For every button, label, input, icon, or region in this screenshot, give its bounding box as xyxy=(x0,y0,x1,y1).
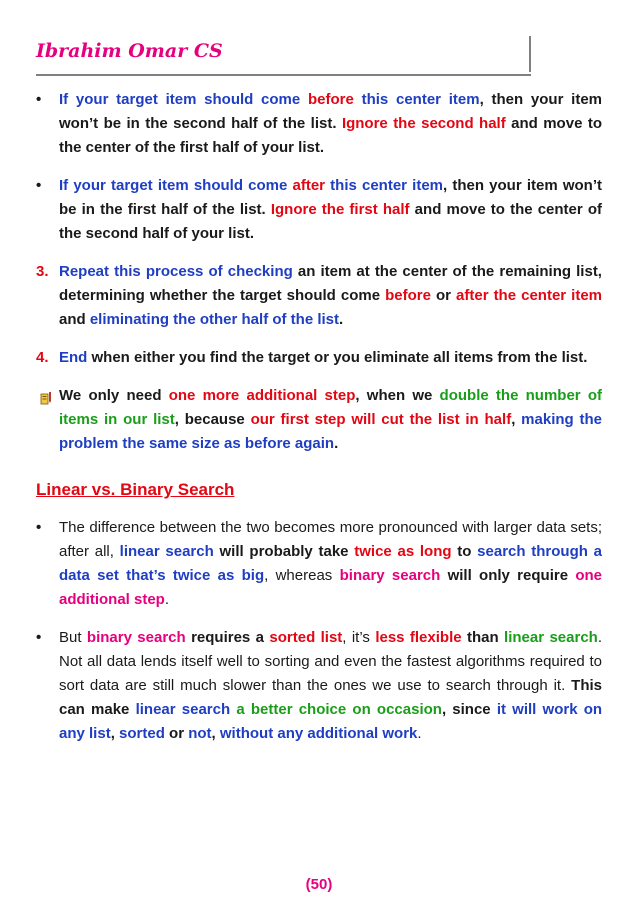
text-run: or xyxy=(164,725,189,742)
list-item xyxy=(36,626,602,746)
text-run: it will work on any list xyxy=(59,701,603,742)
text-run: this center item xyxy=(353,91,480,108)
text-run: a better choice on occasion xyxy=(236,701,442,718)
header-title: Ibrahim Omar CS xyxy=(36,40,223,62)
page-header xyxy=(36,36,531,76)
text-run: eliminating the other half of the list xyxy=(89,311,340,328)
text-run: without any additional work xyxy=(219,725,418,742)
text-run: This can make xyxy=(59,677,602,718)
text-run: . xyxy=(339,311,344,328)
text-run: when either you find the target or you eliminate all items from the list. xyxy=(87,349,588,366)
text-run: search through a data set that’s twice as big xyxy=(59,543,602,584)
text-run: , xyxy=(110,725,120,742)
steps-list xyxy=(36,88,602,456)
text-run: . Not all data lends itself well to sorting and even the fastest algorithms required to sort data are still much slower than the ones we use to search through it. xyxy=(59,629,602,694)
text-run: or xyxy=(430,287,457,304)
text-run: . xyxy=(417,725,422,742)
text-run: an item at the center of the remaining list, determining whether the target should come xyxy=(59,263,602,304)
text-run: The difference between the two becomes more pronounced with larger data sets; after all, xyxy=(59,519,602,560)
text-run: sorted list xyxy=(269,629,343,646)
text-run: End xyxy=(59,349,88,366)
text-run: sorted xyxy=(119,725,165,742)
text-run: and xyxy=(59,311,90,328)
text-run: , xyxy=(211,725,220,742)
section-heading: Linear vs. Binary Search xyxy=(36,480,235,499)
text-run: , xyxy=(511,411,522,428)
text-run: , because xyxy=(174,411,251,428)
bullet-marker: • xyxy=(36,91,42,108)
text-run: binary search xyxy=(86,629,186,646)
text-run: , then your item won’t be in the first half of the list. xyxy=(59,177,602,218)
text-run: Ignore the first half xyxy=(270,201,410,218)
bullet-marker: • xyxy=(36,177,42,194)
text-run: than xyxy=(461,629,505,646)
text-run: double the number of items in our list xyxy=(59,387,603,428)
list-item xyxy=(36,346,602,370)
text-run: , when we xyxy=(355,387,440,404)
text-run: after xyxy=(292,177,325,194)
text-run: If your target item should come xyxy=(59,177,293,194)
text-run: . xyxy=(164,591,170,608)
number-marker: 4. xyxy=(36,349,49,366)
text-run: and move to the center of the second half of your list. xyxy=(59,201,602,242)
text-run: after the center item xyxy=(456,287,602,304)
text-run: and move to the center of the first half of your list. xyxy=(59,115,602,156)
text-run: one more additional step xyxy=(168,387,356,404)
text-run: binary search xyxy=(339,567,441,584)
text-run: making the problem the same size as before again xyxy=(59,411,602,452)
text-run: linear search xyxy=(504,629,598,646)
text-run: will only require xyxy=(440,567,576,584)
number-marker: 3. xyxy=(36,263,49,280)
bullet-marker: • xyxy=(36,519,42,536)
list-item xyxy=(36,516,602,612)
bullet-marker: • xyxy=(36,629,42,646)
text-run: before xyxy=(307,91,354,108)
text-run: linear search xyxy=(135,701,231,718)
text-run: We only need xyxy=(59,387,169,404)
header-vertical-rule xyxy=(529,36,531,72)
text-run: our first step will cut the list in half xyxy=(250,411,512,428)
text-run: this center item xyxy=(325,177,444,194)
text-run: not xyxy=(188,725,212,742)
text-run: If your target item should come xyxy=(59,91,308,108)
text-run: requires a xyxy=(185,629,270,646)
text-run: one additional step xyxy=(59,567,603,608)
page-number: (50) xyxy=(305,876,333,893)
list-item xyxy=(36,384,602,456)
text-run: will probably take xyxy=(213,543,355,560)
text-run: But xyxy=(59,629,87,646)
comparison-list xyxy=(36,516,602,746)
text-run: , since xyxy=(441,701,497,718)
text-run: . xyxy=(334,435,339,452)
text-run: linear search xyxy=(119,543,214,560)
list-item xyxy=(36,174,602,246)
text-run: before xyxy=(385,287,431,304)
text-run: Repeat this process of checking xyxy=(59,263,293,280)
text-run: less flexible xyxy=(375,629,462,646)
text-run: , whereas xyxy=(264,567,340,584)
text-run: , it’s xyxy=(342,629,376,646)
page-content xyxy=(36,88,602,760)
book-pencil-icon xyxy=(40,389,52,403)
list-item xyxy=(36,88,602,160)
text-run: to xyxy=(451,543,478,560)
text-run: , then your item won’t be in the second half of the list. xyxy=(59,91,602,132)
text-run: twice as long xyxy=(354,543,452,560)
text-run: Ignore the second half xyxy=(341,115,506,132)
list-item xyxy=(36,260,602,332)
